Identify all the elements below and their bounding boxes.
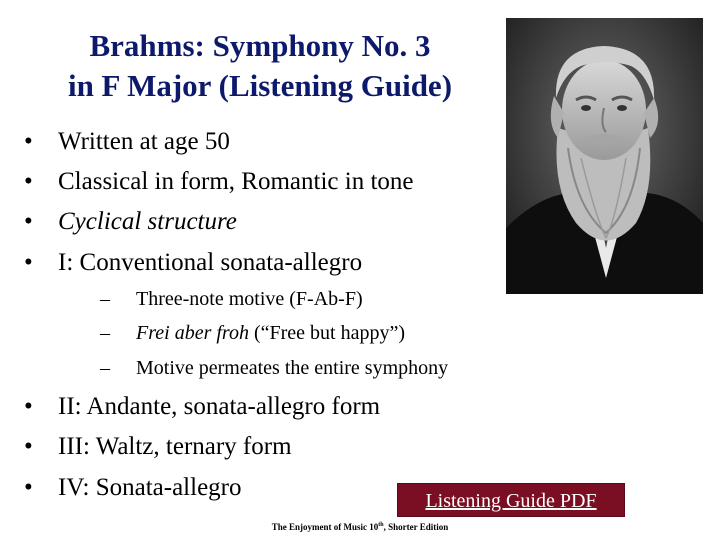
sub-bullet-text: Motive permeates the entire symphony: [136, 357, 449, 379]
bullet-item: [24, 207, 237, 237]
footer-text-end: , Shorter Edition: [383, 522, 449, 532]
listening-guide-pdf-link[interactable]: Listening Guide PDF: [397, 483, 625, 517]
title-line-1: Brahms: Symphony No. 3: [89, 28, 431, 63]
bullet-item: [24, 127, 230, 157]
sub-bullet-item: [100, 356, 448, 380]
bullet-marker: •: [24, 474, 33, 501]
footer-text: The Enjoyment of Music 10: [271, 522, 379, 532]
bullet-marker: •: [24, 393, 33, 420]
bullet-item: [24, 432, 292, 462]
footer-superscript: th: [378, 522, 384, 528]
bullet-text: I: Conventional sonata-allegro: [58, 249, 363, 276]
footer-credit: [200, 519, 520, 533]
bullet-item: [24, 392, 380, 422]
title-line-2: in F Major (Listening Guide): [67, 68, 453, 103]
bullet-marker: •: [24, 208, 33, 235]
bullet-text: Cyclical structure: [58, 208, 237, 235]
bullet-text: Classical in form, Romantic in tone: [58, 168, 414, 195]
brahms-portrait-image: [506, 18, 703, 294]
sub-bullet-italic: Frei aber froh: [136, 322, 249, 344]
bullet-text: IV: Sonata-allegro: [58, 474, 242, 501]
bullet-item: [24, 167, 414, 197]
sub-bullet-item: [100, 321, 405, 345]
bullet-marker: •: [24, 128, 33, 155]
bullet-item: [24, 248, 362, 278]
sub-bullet-marker: –: [100, 322, 110, 344]
bullet-marker: •: [24, 433, 33, 460]
sub-bullet-text: Three-note motive (F-Ab-F): [136, 288, 363, 310]
bullet-marker: •: [24, 168, 33, 195]
bullet-text: III: Waltz, ternary form: [58, 433, 292, 460]
sub-bullet-marker: –: [100, 288, 110, 310]
slide-title: [20, 26, 500, 106]
bullet-text: II: Andante, sonata-allegro form: [58, 393, 381, 420]
bullet-item: [24, 473, 242, 503]
sub-bullet-item: [100, 287, 363, 311]
sub-bullet-text: (“Free but happy”): [248, 322, 405, 344]
sub-bullet-marker: –: [100, 357, 110, 379]
bullet-text: Written at age 50: [58, 128, 230, 155]
bullet-marker: •: [24, 249, 33, 276]
